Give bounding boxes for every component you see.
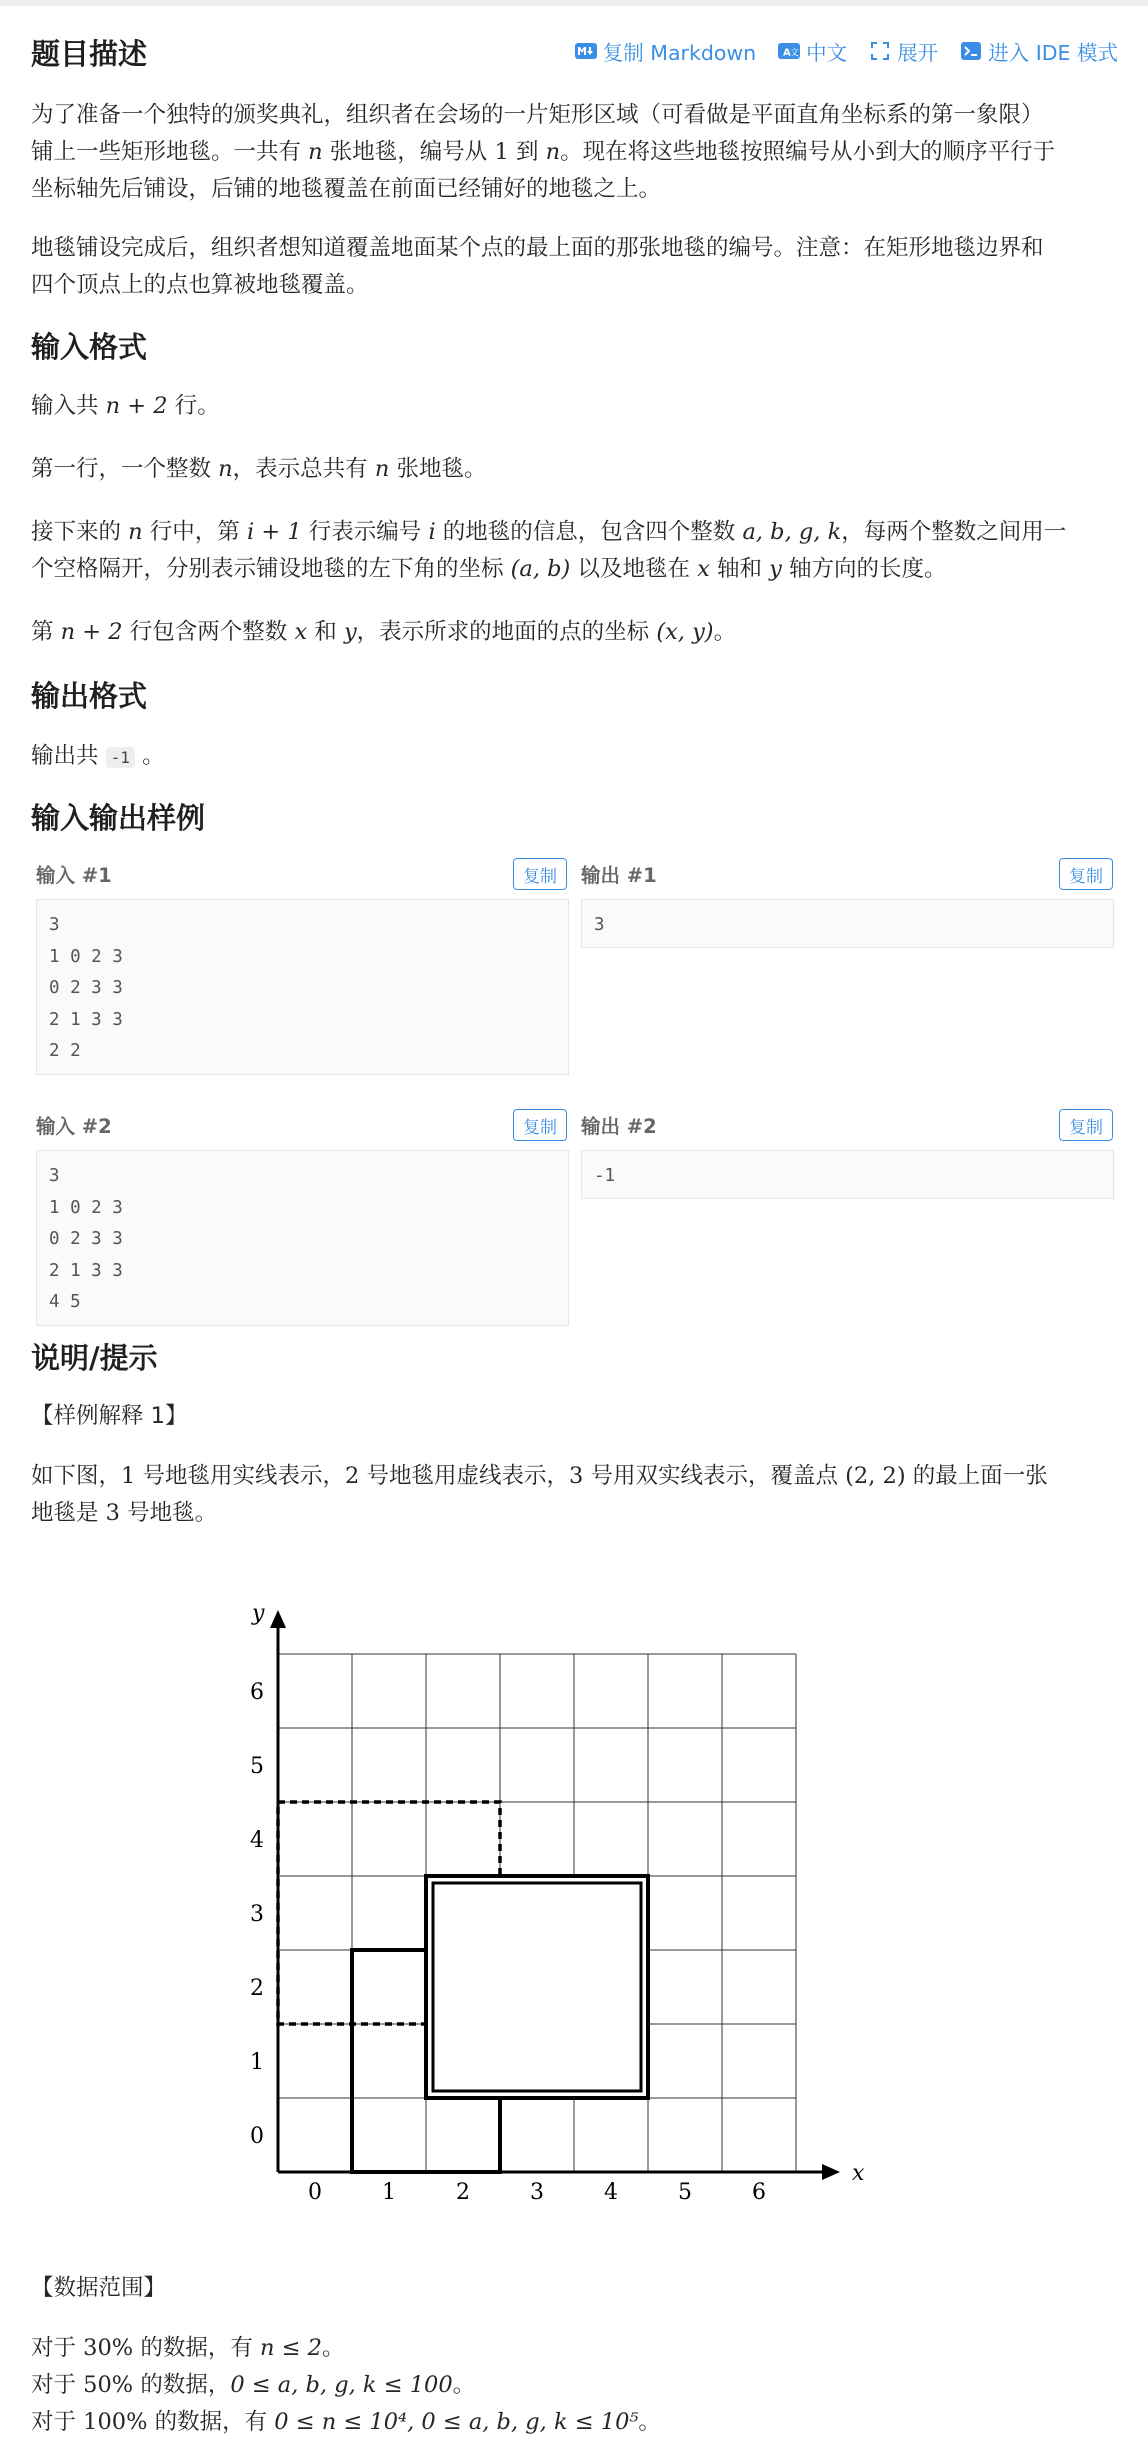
data-range-line-2: 对于 50% 的数据，0 ≤ a, b, g, k ≤ 100。	[31, 2372, 476, 2398]
example-explanation-line-1: 如下图，1 号地毯用实线表示，2 号地毯用虚线表示，3 号用双实线表示，覆盖点 (2, 2) 的最上面一张	[31, 1463, 1048, 1489]
x-axis-label: x	[852, 2161, 865, 2186]
input-format-line-5: 第 n + 2 行包含两个整数 x 和 y，表示所求的地面的点的坐标 (x, y)。	[31, 619, 737, 645]
description-line-5: 四个顶点上的点也算被地毯覆盖。	[31, 272, 369, 298]
language-button[interactable]	[778, 36, 847, 66]
description-line-2: 铺上一些矩形地毯。一共有 n 张地毯，编号从 1 到 n。现在将这些地毯按照编号从小到大的顺序平行于	[31, 139, 1056, 165]
sample-input-2-box	[36, 1150, 569, 1326]
expand-button[interactable]	[869, 36, 938, 66]
data-range-line-1: 对于 30% 的数据，有 n ≤ 2。	[31, 2335, 345, 2361]
description-line-3: 坐标轴先后铺设，后铺的地毯覆盖在前面已经铺好的地毯之上。	[31, 176, 662, 202]
input-format-line-4: 个空格隔开，分别表示铺设地毯的左下角的坐标 (a, b) 以及地毯在 x 轴和 y 轴方向的长度。	[31, 556, 947, 582]
svg-text:A: A	[783, 47, 791, 59]
toolbar	[575, 36, 1118, 66]
y-tick-label: 3	[250, 1902, 264, 1927]
x-tick-label: 6	[752, 2180, 766, 2205]
y-tick-label: 2	[250, 1976, 264, 2001]
sample-input-1-label: 输入 #1	[36, 864, 112, 887]
y-tick-label: 1	[250, 2050, 264, 2075]
ide-mode-button[interactable]	[960, 36, 1118, 66]
carpet-figure	[220, 1595, 880, 2209]
expand-label: 展开	[897, 41, 939, 65]
y-tick-label: 5	[250, 1754, 264, 1779]
copy-input-2-button[interactable]: 复制	[513, 1109, 567, 1141]
sample-input-1-code: 3 1 0 2 3 0 2 3 3 2 1 3 3 2 2	[49, 915, 123, 1061]
sample-output-1-label: 输出 #1	[581, 864, 657, 887]
markdown-icon	[575, 42, 597, 60]
x-tick-label: 1	[382, 2180, 396, 2205]
sample-output-2-code: -1	[594, 1166, 616, 1186]
description-line-1: 为了准备一个独特的颁奖典礼，组织者在会场的一片矩形区域（可看做是平面直角坐标系的第一象限）	[31, 102, 1044, 128]
x-axis-arrow	[822, 2164, 840, 2180]
copy-markdown-label: 复制 Markdown	[602, 41, 757, 65]
sample-input-2-label: 输入 #2	[36, 1115, 112, 1138]
ide-mode-label: 进入 IDE 模式	[988, 41, 1118, 65]
terminal-icon	[960, 42, 982, 60]
carpet-3-fill	[426, 1876, 648, 2098]
sample-input-2-code: 3 1 0 2 3 0 2 3 3 2 1 3 3 4 5	[49, 1166, 123, 1312]
section-title-description: 题目描述	[31, 37, 148, 71]
language-label: 中文	[806, 41, 848, 65]
y-tick-label: 6	[250, 1680, 264, 1705]
svg-text:文: 文	[790, 48, 800, 59]
section-title-output-format: 输出格式	[31, 679, 148, 713]
data-range-line-3: 对于 100% 的数据，有 0 ≤ n ≤ 10⁴, 0 ≤ a, b, g, k ≤ 10⁵。	[31, 2409, 661, 2435]
copy-output-2-button[interactable]: 复制	[1059, 1109, 1113, 1141]
data-range-title: 【数据范围】	[31, 2275, 167, 2301]
sample-output-2-box	[581, 1150, 1114, 1199]
copy-input-1-button[interactable]: 复制	[513, 858, 567, 890]
x-tick-label: 2	[456, 2180, 470, 2205]
x-tick-label: 4	[604, 2180, 618, 2205]
sample-output-2-label: 输出 #2	[581, 1115, 657, 1138]
example-explanation-line-2: 地毯是 3 号地毯。	[31, 1500, 218, 1526]
output-format-line: 输出共 -1 。	[31, 743, 165, 769]
copy-output-1-button[interactable]: 复制	[1059, 858, 1113, 890]
expand-icon	[869, 42, 891, 60]
y-axis-arrow	[270, 1610, 286, 1628]
section-title-hints: 说明/提示	[31, 1341, 158, 1375]
y-tick-label: 0	[250, 2124, 264, 2149]
section-title-input-format: 输入格式	[31, 330, 148, 364]
sample-output-1-code: 3	[594, 915, 605, 935]
description-line-4: 地毯铺设完成后，组织者想知道覆盖地面某个点的最上面的那张地毯的编号。注意：在矩形地毯边界和	[31, 235, 1044, 261]
inline-code: -1	[106, 747, 135, 768]
section-title-samples: 输入输出样例	[31, 801, 206, 835]
language-icon	[778, 42, 800, 60]
y-tick-label: 4	[250, 1828, 264, 1853]
input-format-line-3: 接下来的 n 行中，第 i + 1 行表示编号 i 的地毯的信息，包含四个整数 a, b, g, k，每两个整数之间用一	[31, 519, 1067, 545]
y-axis-label: y	[252, 1601, 265, 1626]
sample-output-1-box	[581, 899, 1114, 948]
x-tick-label: 3	[530, 2180, 544, 2205]
input-format-line-1: 输入共 n + 2 行。	[31, 393, 220, 419]
sample-input-1-box	[36, 899, 569, 1075]
top-bar	[0, 0, 1148, 6]
copy-markdown-button[interactable]	[575, 36, 756, 66]
input-format-line-2: 第一行，一个整数 n，表示总共有 n 张地毯。	[31, 456, 487, 482]
carpet-diagram	[220, 1595, 880, 2205]
x-tick-label: 5	[678, 2180, 692, 2205]
example-explanation-title: 【样例解释 1】	[31, 1403, 188, 1429]
x-tick-label: 0	[308, 2180, 322, 2205]
